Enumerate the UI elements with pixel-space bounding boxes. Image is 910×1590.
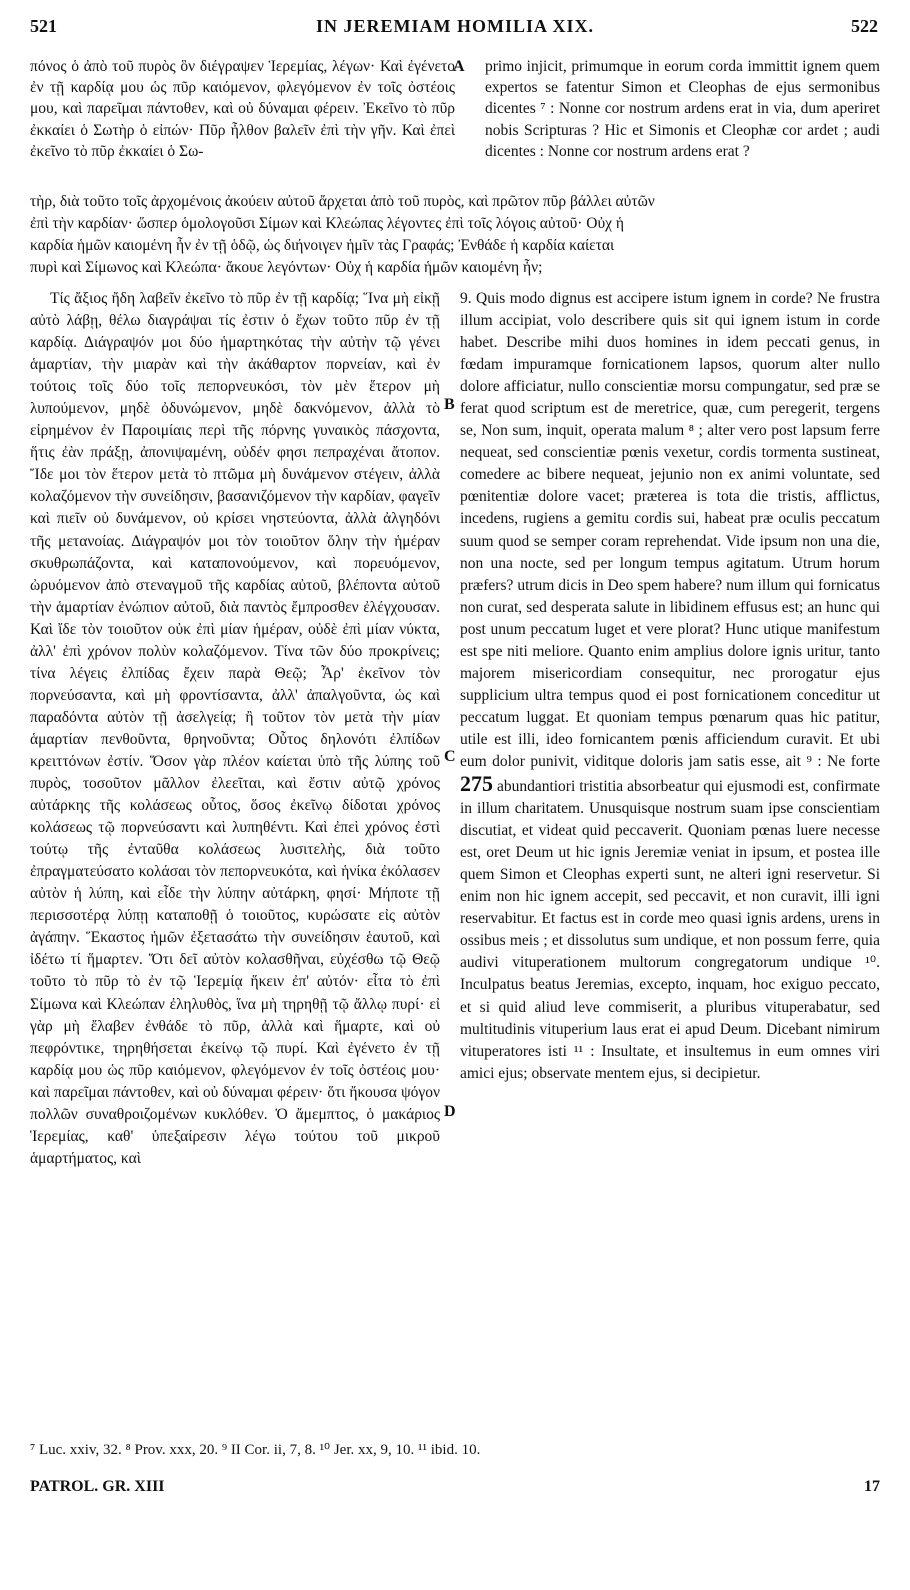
latin-paragraph-1: 9. Quis modo dignus est accipere istum ignem in corde? Ne frustra illum accipiat, volo describere quis sit qui ignem istum in corde habet. Describe mihi duos homines in idem peccati genus, in fœdam impuramque fornicationem lapsos, quorum alter nullo dolore afficiatur, nullo conscientiæ morsu compungatur, sed præ se ferat quod scriptum est de meretrice, quæ, cum peregerit, tergens se, Non sum, inquit, operata malum ⁸ ; alter vero post lapsum ferre nequeat, sed conscientiæ pœnis vexetur, cordis tormenta sustineat, comedere ac bibere nequeat, jejunio non ex animi voluntate, sed pœnitentiæ dolore vacet; præterea is tota die tristis, afflictus, incedens, rugiens a gemitu cordis sui, habeat præ oculis peccatum suum quod se semper coram reprehendat. Vide ipsum non una die, non una nocte, sed per longum tempus agitatum. Utrum horum præfers? utrum dicis in Deo spem habere? num illum qui fornicatus non curat, sed desperata salute in libidinem effusus est; an hunc qui post unum peccatum luget et vere plorat? Hunc utique manifestum est spe niti meliore. Quanto enim amplius dolore ignis uritur, tanto majorem misericordiam consequitur, nec prorogatur ejus supplicium ultra tempus quod ei post fornicationem conceditur ut peccatum luggat. Et quoniam tempus pœnarum quas hic patitur, utile est illi, ideo fornicantem pœnis afficiendum curavit. Et ubi eum dolor punivit, viditque doloris jam satis esse, ait ⁹ : Ne forte: [460, 290, 880, 770]
latin-paragraph-2: abundantiori tristitia absorbeatur qui ejusmodi est, confirmate in illum charitatem. Unusquisque nostrum suam ipse conscientiam discutiat, et videat quid peccaverit. Quoniam pœnas luere necesse est, oret Deum ut hic ignis Jeremiæ veniat in ipsum, et postea ille quem Simon et Cleophas experti sunt, ne alteri igni reservetur. Si enim non hic ignem accepit, sed peccavit, et non curavit, illi igni reservabitur. Et factus est in corde meo quasi ignis ardens, urens in ossibus meis ; et dissolutus sum undique, et non possum ferre, quia audivi vituperationem multorum congregatorum undique ¹⁰. Inculpatus beatus Jeremias, excepto, inquam, hoc exiguo peccato, et si quid aliud leve commiserit, a pluribus vituperabatur, sed multitudinis vituperium laus erat ei apud Deum. Dicebant nimirum vituperatores isti ¹¹ : Insultate, et insultemus in eum omnes viri amici ejus; observate mentem ejus, si decipietur.: [460, 778, 880, 1082]
full-width-line: τὴρ, διὰ τοῦτο τοῖς ἀρχομένοις ἀκούειν αὐτοῦ ἄρχεται ἀπὸ τοῦ πυρὸς, καὶ πρῶτον πῦρ βάλλει αὐτῶν: [30, 193, 655, 210]
margin-marker-a: A: [453, 58, 465, 75]
column-number: 275: [460, 771, 493, 797]
full-width-line: ἐπὶ τὴν καρδίαν· ὥσπερ ὁμολογοῦσι Σίμων καὶ Κλεώπας λέγοντες ἐπὶ τοῖς λόγοις αὐτοῦ· Οὐχ ἡ: [30, 215, 625, 232]
page-footer: [30, 1478, 880, 1504]
margin-marker-d: D: [444, 1103, 456, 1120]
margin-marker-b: B: [444, 396, 455, 413]
footnotes: ⁷ Luc. xxiv, 32. ⁸ Prov. xxx, 20. ⁹ II Cor. ii, 7, 8. ¹⁰ Jer. xx, 9, 10. ¹¹ ibid. 10.: [30, 1442, 481, 1458]
footer-signature: 17: [864, 1478, 880, 1495]
page-number-left: 521: [30, 16, 57, 36]
footer-source: PATROL. GR. XIII: [30, 1478, 165, 1495]
page-number-right: 522: [851, 16, 878, 36]
full-width-line: πυρὶ καὶ Σίμωνος καὶ Κλεώπα· ἄκουε λεγόντων· Οὐχ ἡ καρδία ἡμῶν καιομένη ἦν;: [30, 259, 543, 276]
latin-column: [460, 288, 880, 1085]
greek-column: Τίς ἄξιος ἤδη λαβεῖν ἐκεῖνο τὸ πῦρ ἐν τῇ καρδίᾳ; Ἵνα μὴ εἰκῇ αὐτὸ λάβῃ, θέλω διαγράψαι τίς ἐστιν ὁ ἔχων τοῦτο πῦρ ἐν τῇ καρδίᾳ. Διάγραψόν μοι δύο ἡμαρτηκότας τὴν αὐτὴν τῷ γένει ἁμαρτίαν, τὴν μιαρὰν καὶ τὴν ἀκάθαρτον πορνείαν, καὶ ἐν τούτοις τοῖς δύο τοῖς πεπορνευκόσι, τὸν μὲν ἕτερον μὴ λυπούμενον, μηδὲ ὀδυνώμενον, μηδὲ δακνόμενον, ἀλλὰ τὸ εἰρημένον ἐν Παροιμίαις περὶ τῆς πόρνης γυναικὸς πάσχοντα, ἥτις ἐὰν πράξῃ, ἀπονιψαμένη, οὐδέν φησι πεπραχέναι ἄτοπον. Ἴδε μοι τὸν ἕτερον μετὰ τὸ πτῶμα μὴ δυνάμενον στέγειν, ἀλλὰ κολαζόμενον τὴν συνείδησιν, βασανιζόμενον τὴν καρδίαν, φαγεῖν καὶ πιεῖν οὐ δυνάμενον, οὐ κρίσει νηστεύοντα, ἀλλὰ ἀλγηδόνι τῆς μετανοίας. Διάγραψόν μοι τὸν τοιοῦτον ὅλην τὴν ἡμέραν σκυθρωπάζοντα, καὶ καταπονούμενον, καὶ πορευόμενον, ὠρυόμενον ἀπὸ στεναγμοῦ τῆς καρδίας αὐτοῦ, βλέποντα αὐτοῦ τὴν ἁμαρτίαν ἐνώπιον αὐτοῦ, διὰ παντὸς ἔμπροσθεν ἐλέγχουσαν. Καὶ ἴδε τὸν τοιοῦτον οὐκ ἐπὶ μίαν ἡμέραν, οὐδὲ ἐπὶ μίαν νύκτα, ἀλλ' ἐπὶ χρόνον πολὺν κολαζόμενον. Τίνα τῶν δύο προκρίνεις; τίνα λέγεις ἐλπίδας ἔχειν παρὰ Θεῷ; Ἆρ' ἐκεῖνον τὸν πορνεύσαντα, καὶ μὴ φροντίσαντα, ἀλλ' ἀπαλγοῦντα, ὡς καὶ παραδόντα αὐτὸν τῇ ἀσελγείᾳ; ἢ τοῦτον τὸν μετὰ τὴν μίαν ἁμαρτίαν πενθοῦντα, θρηνοῦντα; Οὗτος δηλονότι ἐλπίδων κρειττόνων ἐστίν. Ὅσον γὰρ πλέον καίεται ὑπὸ τῆς λύπης τοῦ πυρὸς, τοσοῦτον μᾶλλον ἐλεεῖται, καὶ ἔστιν αὐτῷ χρόνος αὐτάρκης τῆς κολάσεως οὗτος, ὅσος ἐκεῖνῳ δίδοται χρόνος κολάσεως τῷ πορνεύσαντι καὶ λυπηθέντι. Καὶ ἐπεὶ χρόνος ἐστὶ τούτῳ τῆς ἐνταῦθα κολάσεως λυσιτελὴς, διὰ τοῦτο ἐπραγματεύσατο κολάσαι τὸν πεπορνευκότα, καὶ ἡνίκα ἐκόλασεν αὐτὸν ἡ λύπη, καὶ εἶδε τὴν λύπην αὐτάρκη, φησί· Μήποτε τῇ περισσοτέρᾳ λύπῃ καταποθῇ ὁ τοιοῦτος, κυρώσατε εἰς αὐτὸν ἀγάπην. Ἕκαστος ἡμῶν ἐξετασάτω τὴν συνείδησιν ἑαυτοῦ, καὶ ἰδέτω τί ἥμαρτεν. Ὅτι δεῖ αὐτὸν κολασθῆναι, εὐχέσθω τῷ Θεῷ τοῦτο τὸ πῦρ τὸ ἐν τῷ Ἱερεμίᾳ ἥκειν ἐπ' αὐτόν· εἶτα τὸ ἐπὶ Σίμωνα καὶ Κλεώπαν ἐληλυθὸς, ἵνα μὴ τηρηθῇ τῷ ἄλλῳ πυρί· εἰ γὰρ μὴ ἔλαβεν ἐνθάδε τὸ πῦρ, ἀλλὰ καὶ ἥμαρτε, καὶ οὐ πεφρόντικε, τηρηθήσεται ἐκείνῳ τῷ πυρί. Καὶ ἐγένετο ἐν τῇ καρδίᾳ μου ὡς πῦρ καιόμενον, φλεγόμενον ἐν τοῖς ὀστέοις μου· καὶ παρεῖμαι πάντοθεν, καὶ οὐ δύναμαι φέρειν· ὅτι ἤκουσα ψόγον πολλῶν συναθροιζομένων κυκλόθεν. Ὁ ἄμεμπτος, ὁ μακάριος Ἱερεμίας, καθ' ὑπεξαίρεσιν λέγω τούτου τοῦ μικροῦ ἁμαρτήματος, καὶ: [30, 290, 440, 1167]
running-header: [0, 8, 910, 42]
greek-top-text: πόνος ὁ ἀπὸ τοῦ πυρὸς ὃν διέγραψεν Ἱερεμίας, λέγων· Καὶ ἐγένετο ἐν τῇ καρδίᾳ μου ὡς πῦρ καιόμενον, φλεγόμενον ἐν τοῖς ὀστέοις μου, καὶ παρεῖμαι πάντοθεν, καὶ οὐ δύναμαι φέρειν. Ἐκεῖνο τὸ πῦρ ἐκκαίει ὁ Σωτὴρ ὁ εἰπών· Πῦρ ἦλθον βαλεῖν ἐπὶ τὴν γῆν. Καὶ ἐπεὶ ἐκεῖνο τὸ πῦρ ἐκκαίει ὁ Σω-: [30, 58, 455, 160]
margin-marker-c: C: [444, 748, 456, 765]
full-width-line: καρδία ἡμῶν καιομένη ἦν ἐν τῇ ὁδῷ, ὡς διήνοιγεν ἡμῖν τὰς Γραφάς; Ἐνθάδε ἡ καρδία καίεται: [30, 237, 615, 254]
running-title: IN JEREMIAM HOMILIA XIX.: [315, 16, 594, 36]
latin-top-text: primo injicit, primumque in eorum corda immittit ignem quem expertos se fatentur Simon et Cleophas de ejus sermonibus dicentes ⁷ : Nonne cor nostrum ardens erat in via, dum aperiret nobis Scripturas ? Hic et Simonis et Cleophæ cor ardet ; audi dicentes : Nonne cor nostrum ardens erat ?: [485, 58, 880, 160]
main-body: [30, 288, 880, 1413]
